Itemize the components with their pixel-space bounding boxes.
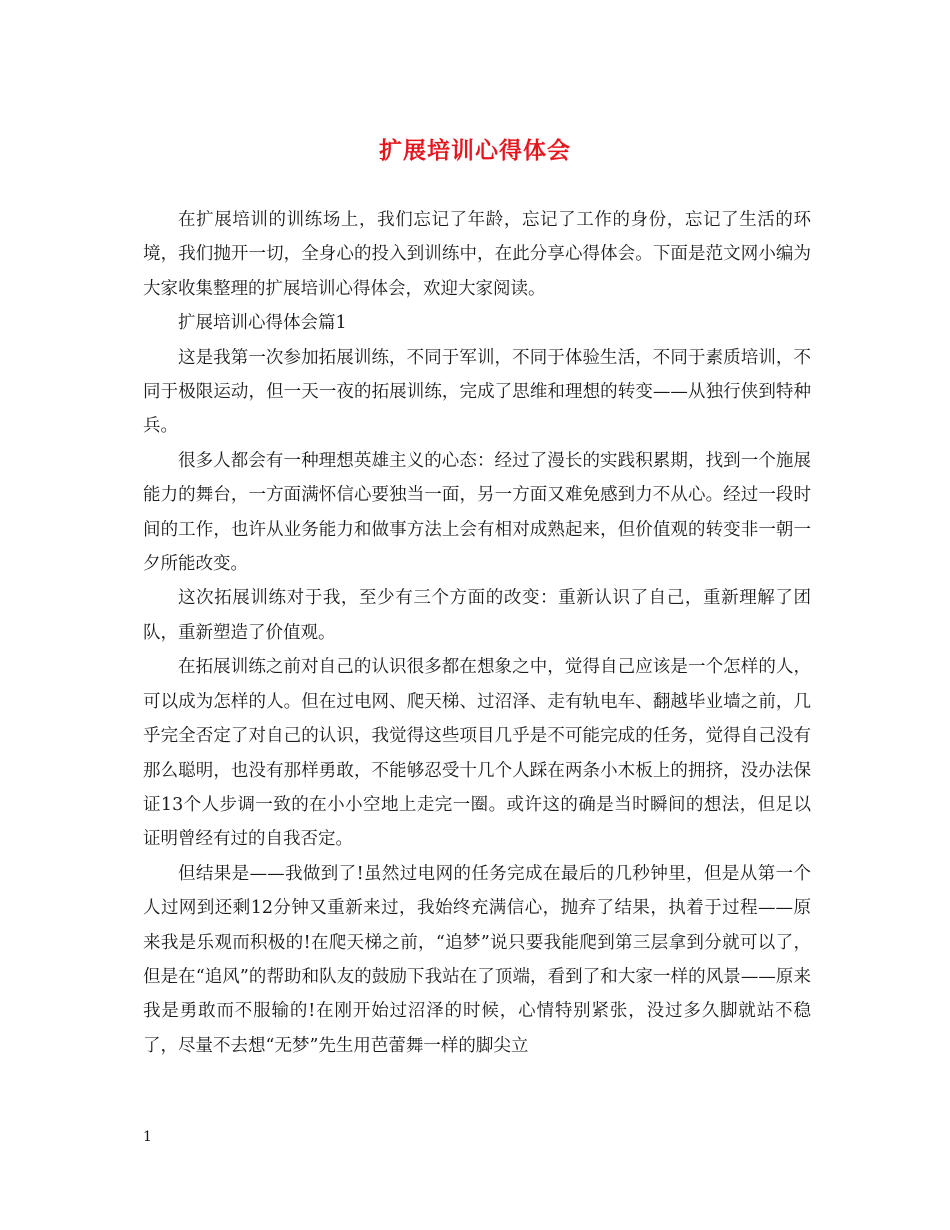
paragraph: 在拓展训练之前对自己的认识很多都在想象之中，觉得自己应该是一个怎样的人，可以成为怎样的人。但在过电网、爬天梯、过沼泽、走有轨电车、翻越毕业墙之前，几乎完全否定了对自己的认识，我觉得这些项目几乎是不可能完成的任务，觉得自己没有那么聪明，也没有那样勇敢，不能够忍受十几个人踩在两条小木板上的拥挤，没办法保证13个人步调一致的在小小空地上走完一圈。或许这的确是当时瞬间的想法，但足以证明曾经有过的自我否定。 (143, 657, 811, 850)
page-number: 1 (143, 1129, 152, 1145)
paragraph: 这是我第一次参加拓展训练，不同于军训，不同于体验生活，不同于素质培训，不同于极限运动，但一天一夜的拓展训练，完成了思维和理想的转变——从独行侠到特种兵。 (143, 347, 811, 437)
document-title: 扩展培训心得体会 (379, 137, 571, 164)
section-heading: 扩展培训心得体会篇1 (178, 313, 347, 334)
document-body (143, 203, 811, 1063)
paragraph-intro: 在扩展培训的训练场上，我们忘记了年龄，忘记了工作的身份，忘记了生活的环境，我们抛开一切，全身心的投入到训练中，在此分享心得体会。下面是范文网小编为大家收集整理的扩展培训心得体会，欢迎大家阅读。 (143, 210, 811, 299)
paragraph: 这次拓展训练对于我，至少有三个方面的改变：重新认识了自己，重新理解了团队，重新塑造了价值观。 (143, 588, 811, 643)
paragraph: 但结果是——我做到了!虽然过电网的任务完成在最后的几秒钟里，但是从第一个人过网到还剩12分钟又重新来过，我始终充满信心，抛弃了结果，执着于过程——原来我是乐观而积极的!在爬天梯之前，“追梦”说只要我能爬到第三层拿到分就可以了，但是在“追风”的帮助和队友的鼓励下我站在了顶端，看到了和大家一样的风景——原来我是勇敢而不服输的!在刚开始过沼泽的时候，心情特别紧张，没过多久脚就站不稳了，尽量不去想“无梦”先生用芭蕾舞一样的脚尖立 (143, 863, 811, 1056)
paragraph: 很多人都会有一种理想英雄主义的心态：经过了漫长的实践积累期，找到一个施展能力的舞台，一方面满怀信心要独当一面，另一方面又难免感到力不从心。经过一段时间的工作，也许从业务能力和做事方法上会有相对成熟起来，但价值观的转变非一朝一夕所能改变。 (143, 450, 811, 575)
